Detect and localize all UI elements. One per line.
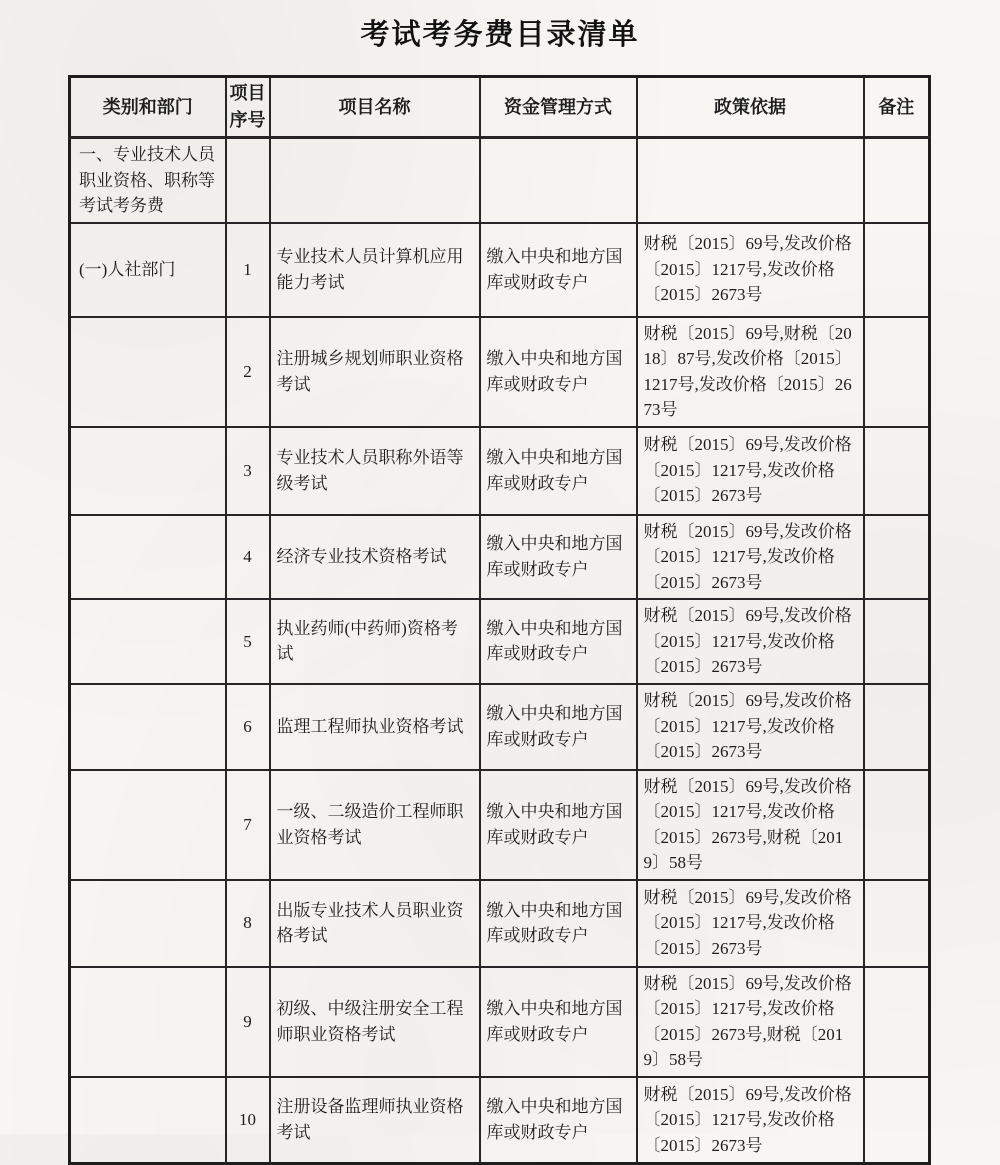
table-row bbox=[70, 223, 930, 317]
table-row bbox=[70, 317, 930, 427]
header-name: 项目名称 bbox=[270, 77, 480, 138]
department-cell bbox=[70, 599, 226, 684]
header-category: 类别和部门 bbox=[70, 77, 226, 138]
fund-method-cell: 缴入中央和地方国库或财政专户 bbox=[480, 515, 637, 600]
department-cell: (一)人社部门 bbox=[70, 223, 226, 317]
department-cell bbox=[70, 770, 226, 880]
page-title: 考试考务费目录清单 bbox=[360, 19, 640, 51]
policy-cell: 财税〔2015〕69号,发改价格〔2015〕1217号,发改价格〔2015〕2673号,财税〔2019〕58号 bbox=[637, 770, 864, 880]
project-name-cell: 初级、中级注册安全工程师职业资格考试 bbox=[270, 967, 480, 1077]
note-cell bbox=[864, 880, 930, 967]
row-number-cell: 10 bbox=[226, 1077, 270, 1164]
row-number-cell: 5 bbox=[226, 599, 270, 684]
department-cell bbox=[70, 1077, 226, 1164]
fund-method-cell: 缴入中央和地方国库或财政专户 bbox=[480, 317, 637, 427]
fund-method-cell: 缴入中央和地方国库或财政专户 bbox=[480, 427, 637, 515]
project-name-cell: 经济专业技术资格考试 bbox=[270, 515, 480, 600]
note-cell bbox=[864, 599, 930, 684]
fund-method-cell: 缴入中央和地方国库或财政专户 bbox=[480, 684, 637, 770]
department-cell bbox=[70, 427, 226, 515]
table-row bbox=[70, 427, 930, 515]
table-row bbox=[70, 684, 930, 770]
row-number-cell: 7 bbox=[226, 770, 270, 880]
project-name-cell: 注册城乡规划师职业资格考试 bbox=[270, 317, 480, 427]
project-name-cell: 注册设备监理师执业资格考试 bbox=[270, 1077, 480, 1164]
project-name-cell: 执业药师(中药师)资格考试 bbox=[270, 599, 480, 684]
policy-cell: 财税〔2015〕69号,发改价格〔2015〕1217号,发改价格〔2015〕2673号 bbox=[637, 599, 864, 684]
fund-method-cell: 缴入中央和地方国库或财政专户 bbox=[480, 770, 637, 880]
header-no: 项目序号 bbox=[226, 77, 270, 138]
row-number-cell: 3 bbox=[226, 427, 270, 515]
project-name-cell: 出版专业技术人员职业资格考试 bbox=[270, 880, 480, 967]
table-row bbox=[70, 880, 930, 967]
fund-method-cell: 缴入中央和地方国库或财政专户 bbox=[480, 967, 637, 1077]
note-cell bbox=[864, 684, 930, 770]
header-fund: 资金管理方式 bbox=[480, 77, 637, 138]
note-cell bbox=[864, 223, 930, 317]
policy-cell: 财税〔2015〕69号,发改价格〔2015〕1217号,发改价格〔2015〕2673号 bbox=[637, 880, 864, 967]
policy-cell: 财税〔2015〕69号,发改价格〔2015〕1217号,发改价格〔2015〕2673号 bbox=[637, 515, 864, 600]
department-cell bbox=[70, 684, 226, 770]
header-row bbox=[70, 77, 930, 138]
project-name-cell: 监理工程师执业资格考试 bbox=[270, 684, 480, 770]
note-cell bbox=[864, 427, 930, 515]
table-row bbox=[70, 599, 930, 684]
note-cell bbox=[864, 317, 930, 427]
empty-cell bbox=[226, 138, 270, 223]
policy-cell: 财税〔2015〕69号,财税〔2018〕87号,发改价格〔2015〕1217号,发改价格〔2015〕2673号 bbox=[637, 317, 864, 427]
note-cell bbox=[864, 770, 930, 880]
department-cell bbox=[70, 317, 226, 427]
note-cell bbox=[864, 1077, 930, 1164]
note-cell bbox=[864, 967, 930, 1077]
empty-cell bbox=[637, 138, 864, 223]
table-row bbox=[70, 1077, 930, 1164]
note-cell bbox=[864, 515, 930, 600]
policy-cell: 财税〔2015〕69号,发改价格〔2015〕1217号,发改价格〔2015〕2673号 bbox=[637, 223, 864, 317]
fund-method-cell: 缴入中央和地方国库或财政专户 bbox=[480, 880, 637, 967]
table-row bbox=[70, 770, 930, 880]
fee-catalog-table bbox=[68, 75, 931, 1165]
row-number-cell: 8 bbox=[226, 880, 270, 967]
row-number-cell: 1 bbox=[226, 223, 270, 317]
row-number-cell: 2 bbox=[226, 317, 270, 427]
row-number-cell: 9 bbox=[226, 967, 270, 1077]
fund-method-cell: 缴入中央和地方国库或财政专户 bbox=[480, 1077, 637, 1164]
row-number-cell: 4 bbox=[226, 515, 270, 600]
fund-method-cell: 缴入中央和地方国库或财政专户 bbox=[480, 599, 637, 684]
row-number-cell: 6 bbox=[226, 684, 270, 770]
table-row bbox=[70, 515, 930, 600]
policy-cell: 财税〔2015〕69号,发改价格〔2015〕1217号,发改价格〔2015〕2673号 bbox=[637, 1077, 864, 1164]
project-name-cell: 一级、二级造价工程师职业资格考试 bbox=[270, 770, 480, 880]
policy-cell: 财税〔2015〕69号,发改价格〔2015〕1217号,发改价格〔2015〕2673号 bbox=[637, 684, 864, 770]
header-policy: 政策依据 bbox=[637, 77, 864, 138]
category-row bbox=[70, 138, 930, 223]
category-cell: 一、专业技术人员职业资格、职称等考试考务费 bbox=[70, 138, 226, 223]
policy-cell: 财税〔2015〕69号,发改价格〔2015〕1217号,发改价格〔2015〕2673号,财税〔2019〕58号 bbox=[637, 967, 864, 1077]
empty-cell bbox=[270, 138, 480, 223]
empty-cell bbox=[480, 138, 637, 223]
policy-cell: 财税〔2015〕69号,发改价格〔2015〕1217号,发改价格〔2015〕2673号 bbox=[637, 427, 864, 515]
project-name-cell: 专业技术人员职称外语等级考试 bbox=[270, 427, 480, 515]
project-name-cell: 专业技术人员计算机应用能力考试 bbox=[270, 223, 480, 317]
department-cell bbox=[70, 515, 226, 600]
table-row bbox=[70, 967, 930, 1077]
department-cell bbox=[70, 880, 226, 967]
empty-cell bbox=[864, 138, 930, 223]
department-cell bbox=[70, 967, 226, 1077]
header-note: 备注 bbox=[864, 77, 930, 138]
fund-method-cell: 缴入中央和地方国库或财政专户 bbox=[480, 223, 637, 317]
